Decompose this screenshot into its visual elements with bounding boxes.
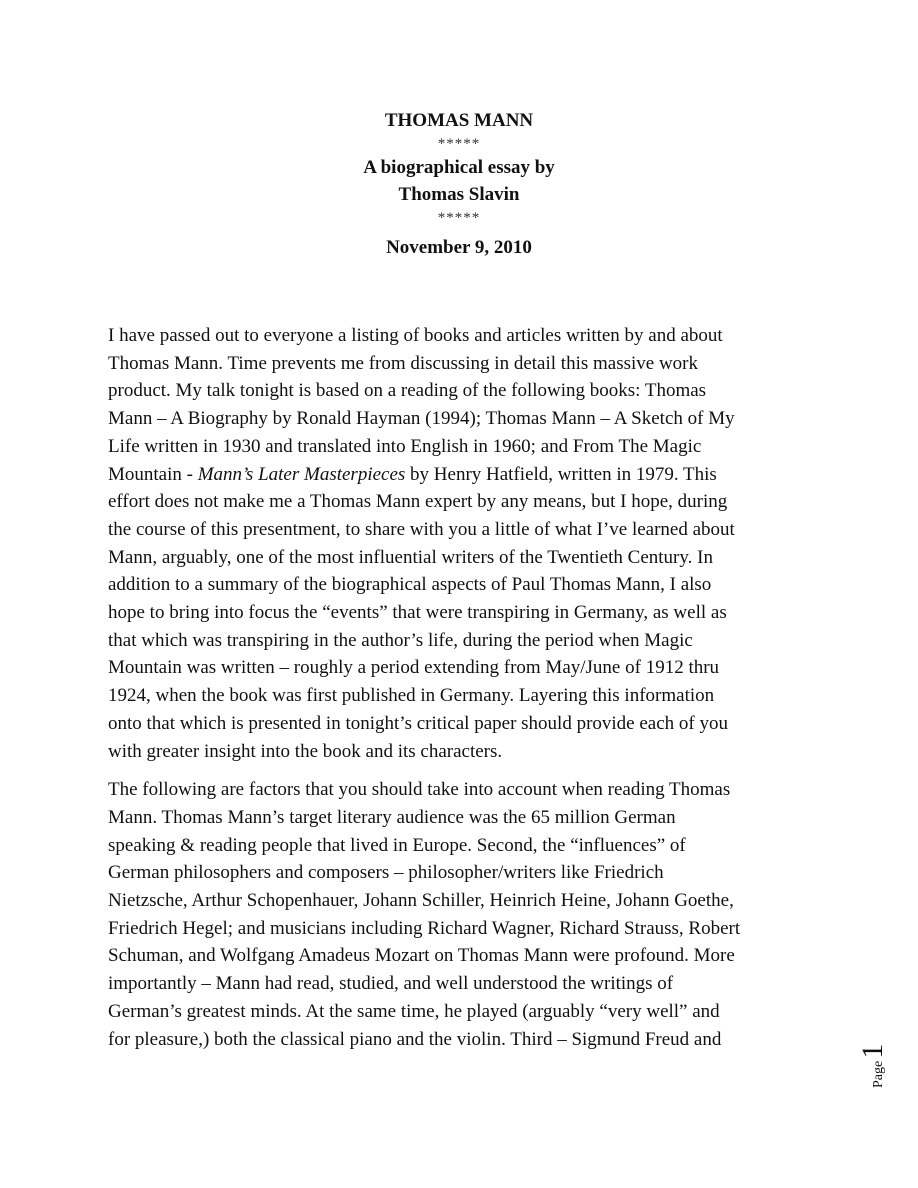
page-number-value: 1 bbox=[856, 1043, 889, 1059]
text-line: German philosophers and composers – philosopher/writers like Friedrich bbox=[108, 862, 664, 884]
text-line: Schuman, and Wolfgang Amadeus Mozart on Thomas Mann were profound. More bbox=[108, 945, 735, 967]
text-line: Thomas Mann. Time prevents me from discussing in detail this massive work bbox=[108, 352, 699, 374]
text-line: the course of this presentment, to share with you a little of what I’ve learned about bbox=[108, 518, 735, 540]
text-line: product. My talk tonight is based on a reading of the following books: Thomas bbox=[108, 380, 707, 402]
text-line: Life written in 1930 and translated into English in 1960; and From The Magic bbox=[108, 435, 702, 457]
document-subtitle: A biographical essay by bbox=[363, 157, 555, 178]
text-line: effort does not make me a Thomas Mann expert by any means, but I hope, during bbox=[108, 491, 728, 513]
text-line: 1924, when the book was first published in Germany. Layering this information bbox=[108, 685, 715, 707]
text-line: Friedrich Hegel; and musicians including Richard Wagner, Richard Strauss, Robert bbox=[108, 917, 741, 939]
text-line: for pleasure,) both the classical piano and the violin. Third – Sigmund Freud and bbox=[108, 1028, 722, 1050]
text-line: I have passed out to everyone a listing of books and articles written by and about bbox=[108, 325, 723, 346]
page-label: Page bbox=[871, 1060, 886, 1088]
document-header bbox=[0, 107, 918, 261]
book-title-italic: Mann’s Later Masterpieces bbox=[197, 463, 406, 485]
separator-stars: ***** bbox=[437, 136, 481, 152]
text-line: Mountain was written – roughly a period extending from May/June of 1912 thru bbox=[108, 657, 720, 679]
text-line: with greater insight into the book and its characters. bbox=[108, 740, 503, 762]
text-line: Nietzsche, Arthur Schopenhauer, Johann Schiller, Heinrich Heine, Johann Goethe, bbox=[108, 890, 734, 912]
text-segment: by Henry Hatfield, written in 1979. This bbox=[405, 463, 717, 485]
document-title: THOMAS MANN bbox=[384, 110, 534, 131]
text-line: that which was transpiring in the author’s life, during the period when Magic bbox=[108, 629, 693, 651]
author-name: Thomas Slavin bbox=[398, 184, 520, 205]
document-date: November 9, 2010 bbox=[386, 237, 532, 258]
text-line: Mann. Thomas Mann’s target literary audience was the 65 million German bbox=[108, 806, 676, 828]
text-line: Mann, arguably, one of the most influential writers of the Twentieth Century. In bbox=[108, 546, 713, 568]
text-line bbox=[108, 461, 808, 489]
text-line: German’s greatest minds. At the same time, he played (arguably “very well” and bbox=[108, 1000, 720, 1022]
text-line: hope to bring into focus the “events” that were transpiring in Germany, as well as bbox=[108, 602, 727, 624]
page-number bbox=[856, 1018, 889, 1088]
paragraph bbox=[108, 322, 808, 765]
document-body bbox=[108, 322, 808, 1053]
paragraph bbox=[108, 776, 808, 1053]
text-line: The following are factors that you should take into account when reading Thomas bbox=[108, 779, 731, 801]
text-line: onto that which is presented in tonight’s critical paper should provide each of you bbox=[108, 712, 728, 734]
text-line: importantly – Mann had read, studied, and well understood the writings of bbox=[108, 973, 674, 995]
separator-stars: ***** bbox=[437, 210, 481, 226]
page-number-rotated bbox=[856, 1018, 889, 1088]
text-line: Mann – A Biography by Ronald Hayman (1994); Thomas Mann – A Sketch of My bbox=[108, 408, 735, 430]
text-line: addition to a summary of the biographical aspects of Paul Thomas Mann, I also bbox=[108, 574, 712, 596]
text-line: speaking & reading people that lived in Europe. Second, the “influences” of bbox=[108, 834, 686, 856]
text-segment: Mountain - bbox=[108, 463, 198, 485]
